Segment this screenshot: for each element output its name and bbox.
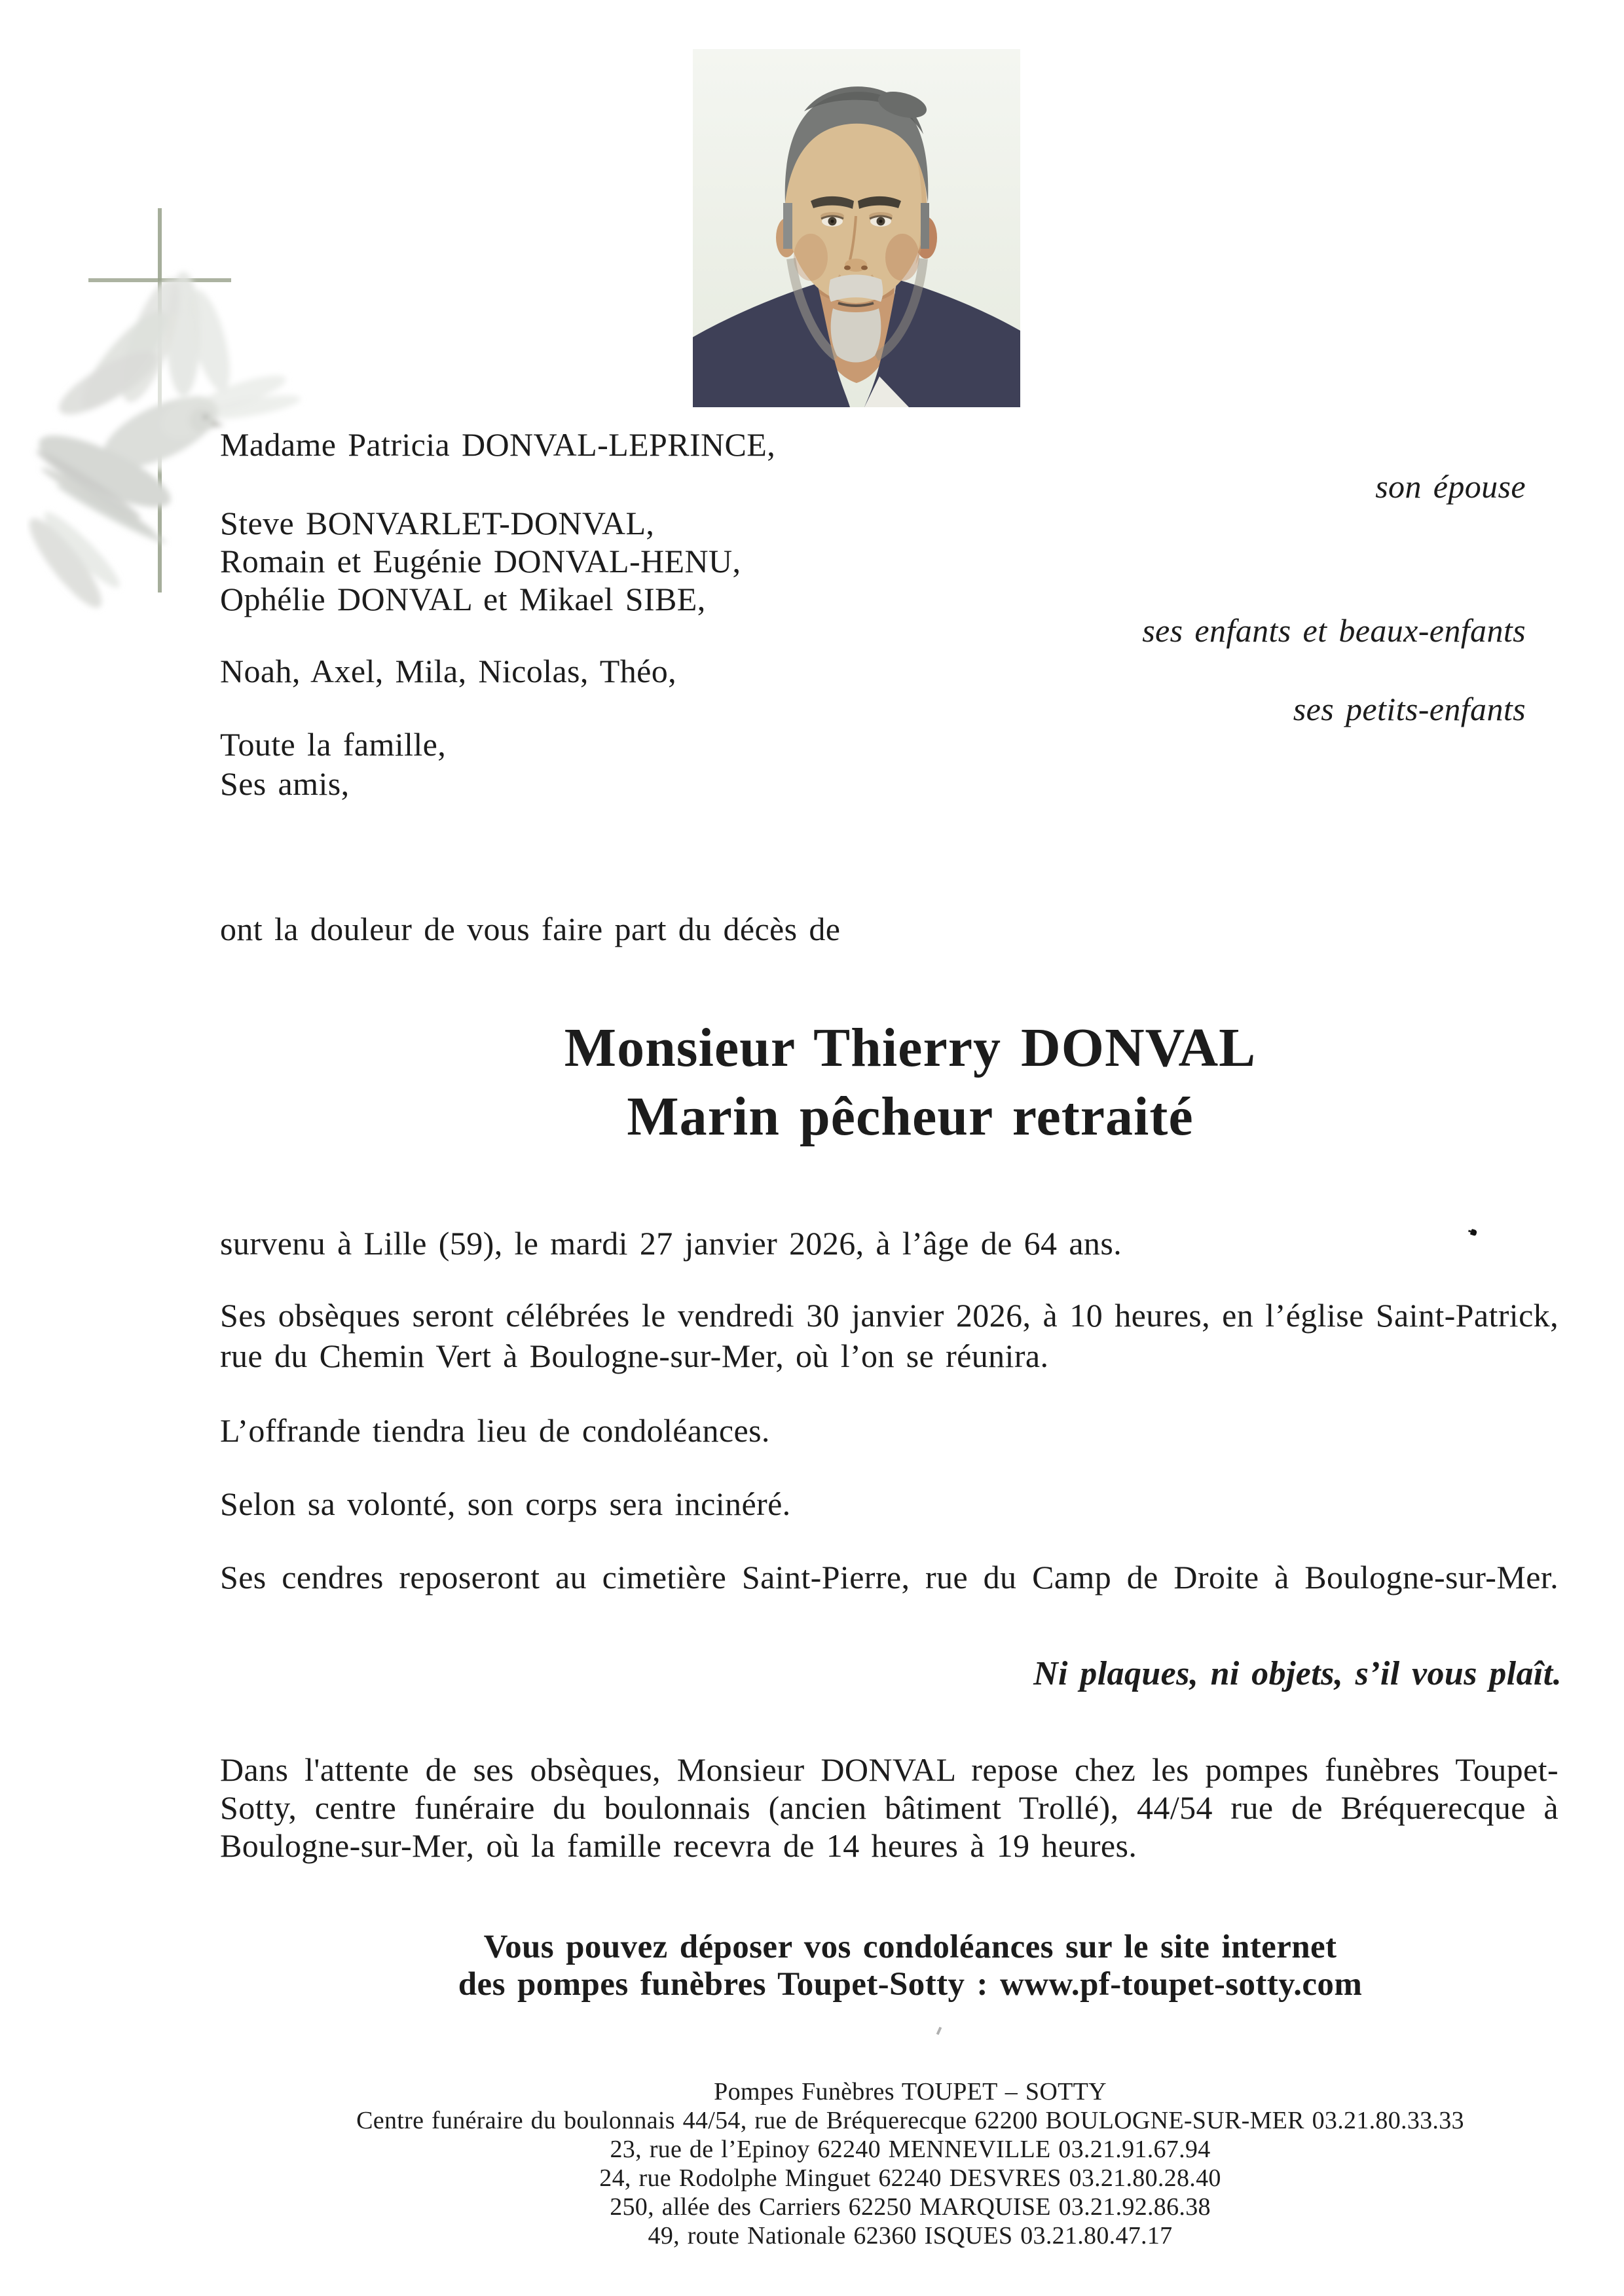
funeral-home-address-2: 23, rue de l’Epinoy 62240 MENNEVILLE 03.21.91.67.94 — [610, 2136, 1211, 2163]
portrait-photo — [693, 49, 1020, 407]
funeral-info-line-1: Ses obsèques seront célébrées le vendredi 30 janvier 2026, à 10 heures, en l’église Saint-Patrick, — [220, 1297, 1559, 1334]
cross-horizontal-bar — [88, 278, 231, 282]
funeral-home-address-4: 250, allée des Carriers 62250 MARQUISE 03.21.92.86.38 — [610, 2193, 1211, 2221]
repose-line-1: Dans l'attente de ses obsèques, Monsieur DONVAL repose chez les pompes funèbres Toupet- — [220, 1751, 1559, 1788]
funeral-info-line-2: rue du Chemin Vert à Boulogne-sur-Mer, où l’on se réunira. — [220, 1338, 1049, 1374]
child-line-2: Romain et Eugénie DONVAL-HENU, — [220, 543, 741, 579]
funeral-home-address-5: 49, route Nationale 62360 ISQUES 03.21.80.47.17 — [648, 2222, 1173, 2250]
grandchildren-relation-label: ses petits-enfants — [1293, 691, 1526, 727]
funeral-home-address-3: 24, rue Rodolphe Minguet 62240 DESVRES 03.21.80.28.40 — [599, 2164, 1221, 2192]
funeral-home-address-1: Centre funéraire du boulonnais 44/54, rue de Bréquerecque 62200 BOULOGNE-SUR-MER 03.21.80.33.33 — [356, 2107, 1464, 2134]
funeral-home-name: Pompes Funèbres TOUPET – SOTTY — [714, 2078, 1107, 2105]
repose-line-3: Boulogne-sur-Mer, où la famille recevra de 14 heures à 19 heures. — [220, 1827, 1137, 1864]
child-line-1: Steve BONVARLET-DONVAL, — [220, 505, 655, 541]
cremation-line: Selon sa volonté, son corps sera incinéré. — [220, 1485, 791, 1522]
child-line-3: Ophélie DONVAL et Mikael SIBE, — [220, 581, 706, 617]
announcement-intro: ont la douleur de vous faire part du décès de — [220, 911, 841, 947]
friends-line: Ses amis, — [220, 765, 350, 802]
no-plaques-notice: Ni plaques, ni objets, s’il vous plaît. — [1033, 1655, 1562, 1692]
ashes-line: Ses cendres reposeront au cimetière Saint-Pierre, rue du Camp de Droite à Boulogne-sur-Mer. — [220, 1559, 1559, 1595]
offering-line: L’offrande tiendra lieu de condoléances. — [220, 1412, 770, 1449]
children-relation-label: ses enfants et beaux-enfants — [1142, 612, 1526, 649]
death-info-line: survenu à Lille (59), le mardi 27 janvier 2026, à l’âge de 64 ans. — [220, 1225, 1122, 1262]
deceased-profession-title: Marin pêcheur retraité — [627, 1086, 1194, 1147]
scan-faint-mark — [936, 2027, 942, 2035]
deceased-name-title: Monsieur Thierry DONVAL — [564, 1017, 1257, 1078]
spouse-name-line: Madame Patricia DONVAL-LEPRINCE, — [220, 426, 776, 463]
scan-ink-speck — [1470, 1229, 1477, 1236]
grandchildren-line: Noah, Axel, Mila, Nicolas, Théo, — [220, 653, 677, 689]
spouse-relation-label: son épouse — [1375, 468, 1526, 505]
online-condolences-line-1: Vous pouvez déposer vos condoléances sur le site internet — [483, 1929, 1337, 1965]
online-condolences-line-2: des pompes funèbres Toupet-Sotty : www.pf-toupet-sotty.com — [458, 1966, 1363, 2003]
family-line: Toute la famille, — [220, 726, 447, 763]
repose-line-2: Sotty, centre funéraire du boulonnais (ancien bâtiment Trollé), 44/54 rue de Bréquerecque à — [220, 1789, 1559, 1826]
